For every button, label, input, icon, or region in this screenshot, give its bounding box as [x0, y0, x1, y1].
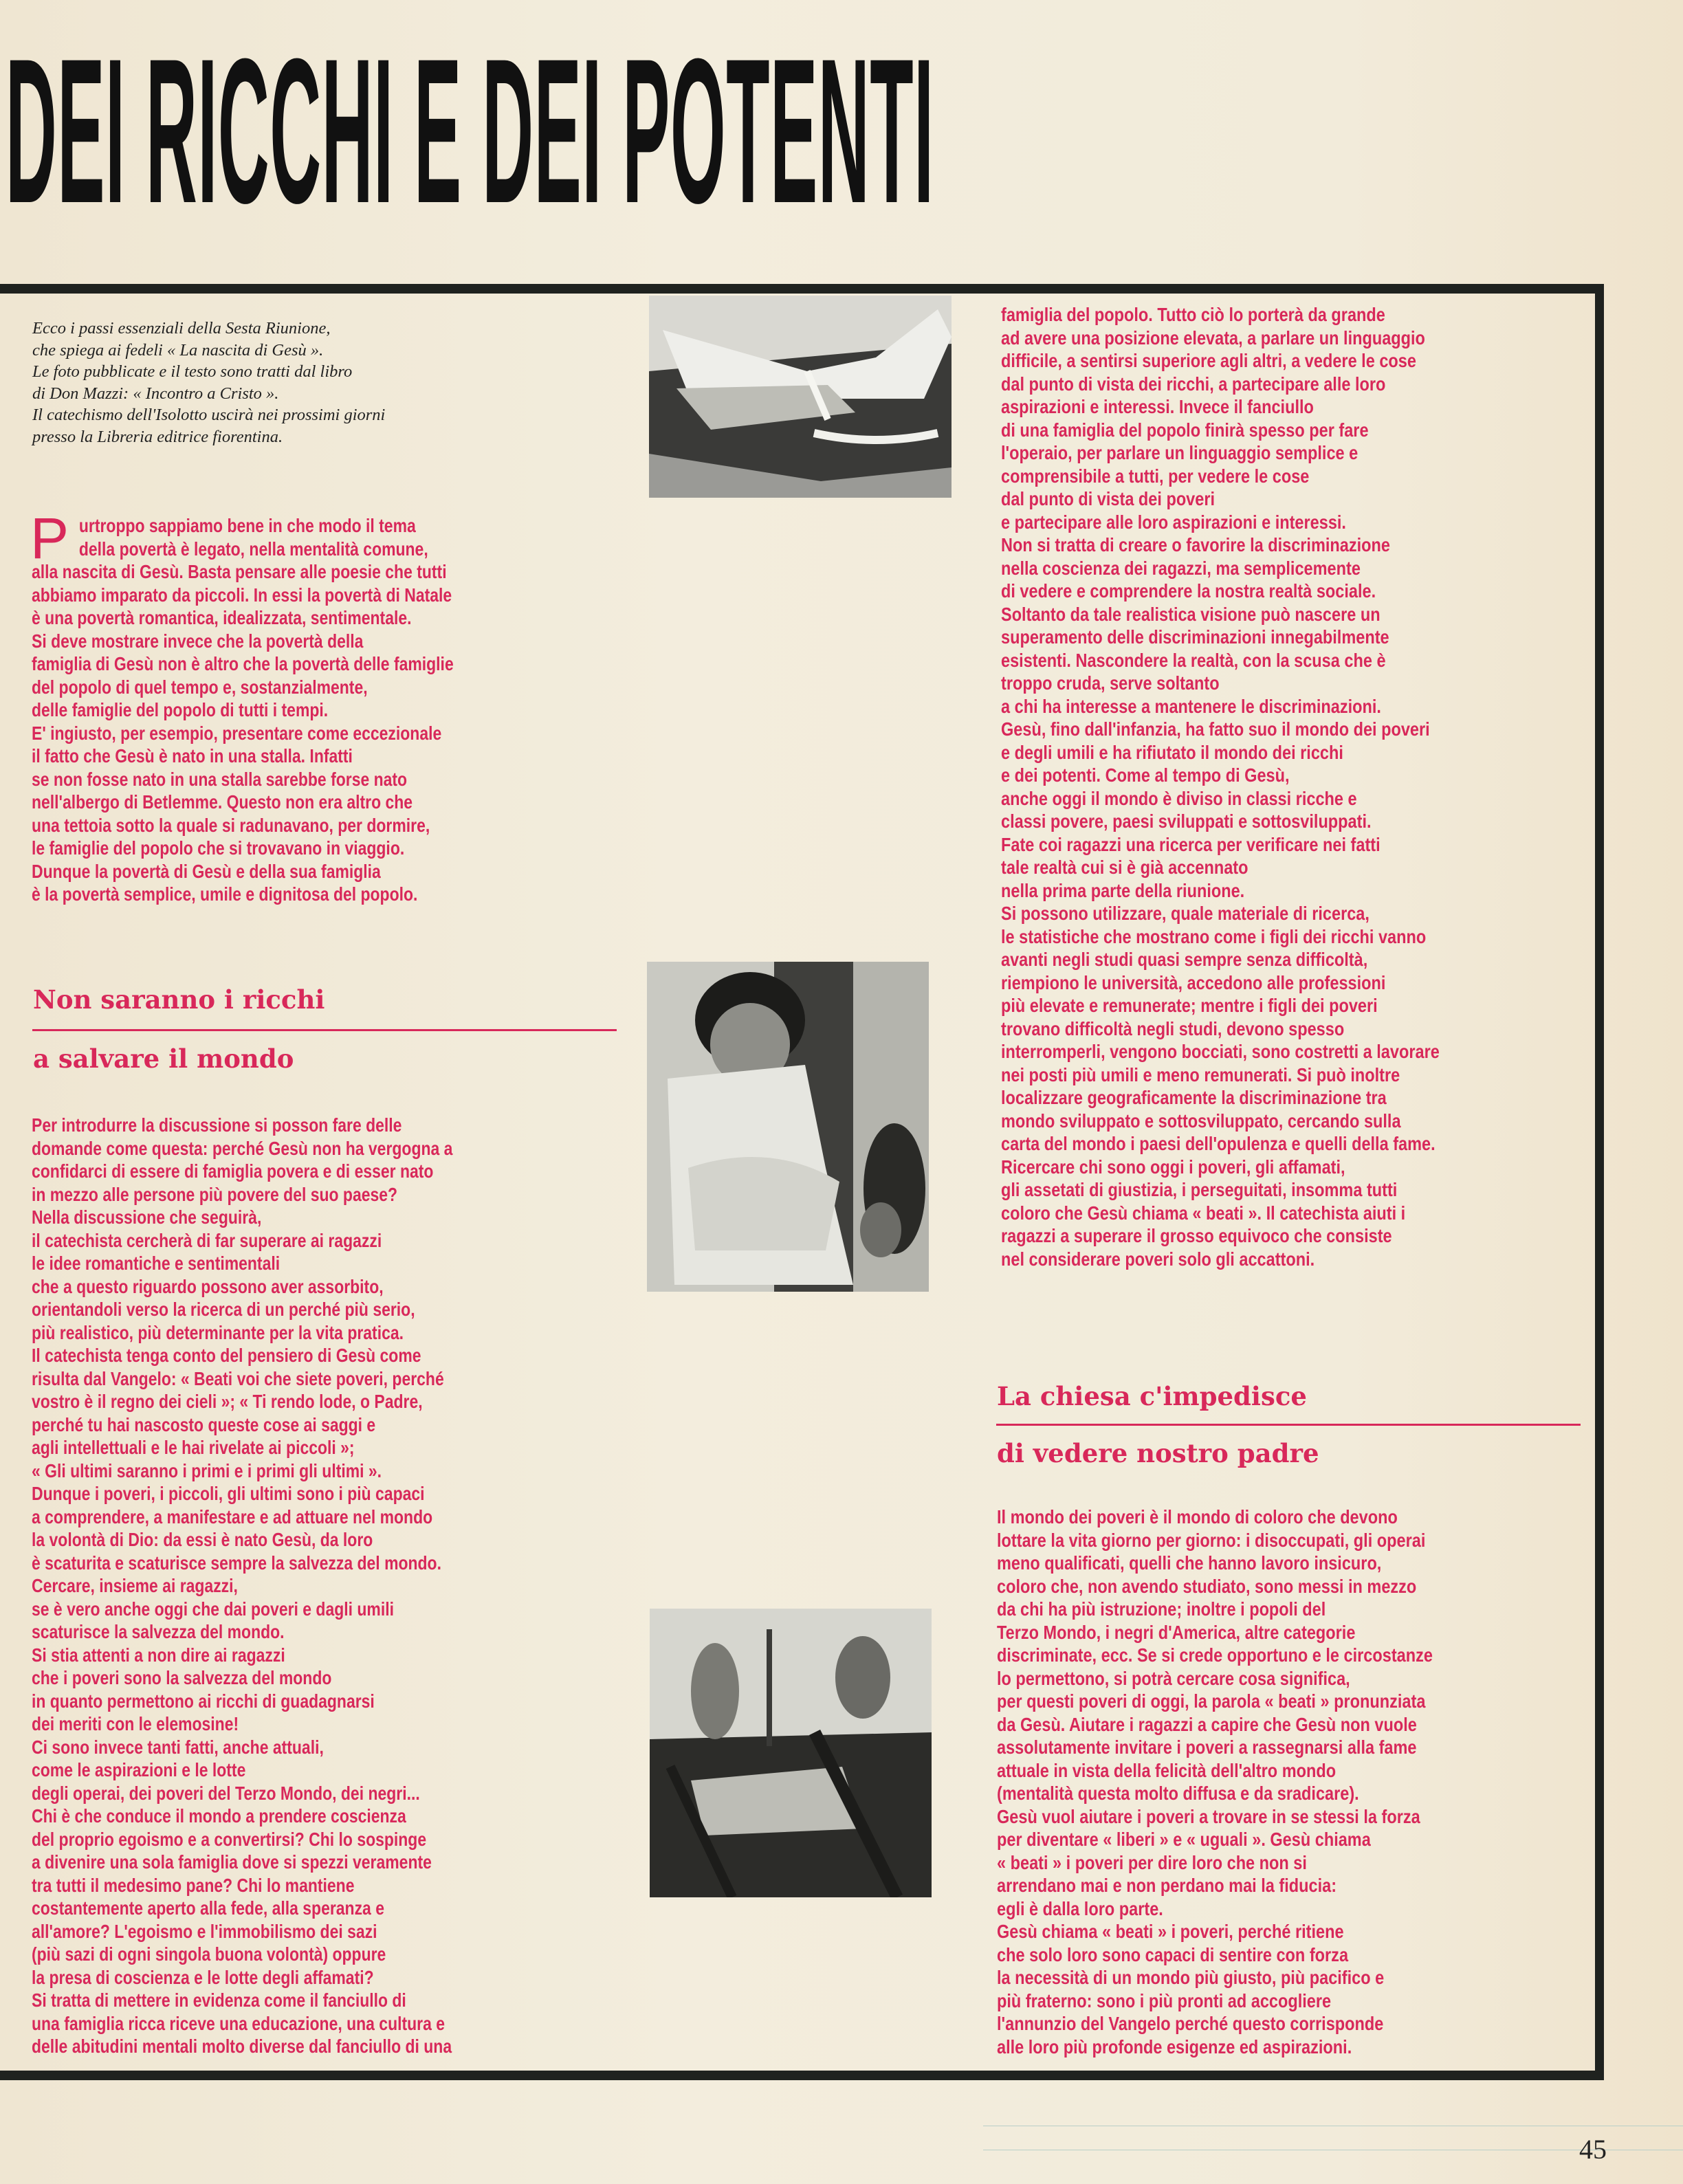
- section3-title-rule: [996, 1424, 1581, 1426]
- text-line: dal punto di vista dei ricchi, a partecipare alle loro: [1001, 373, 1386, 395]
- text-line: da chi ha più istruzione; inoltre i popoli del: [997, 1598, 1326, 1620]
- frame-top-rule: [0, 284, 1604, 294]
- text-line: all'amore? L'egoismo e l'immobilismo dei sazi: [32, 1920, 377, 1942]
- text-line: Cercare, insieme ai ragazzi,: [32, 1575, 238, 1596]
- intro-note: [32, 318, 617, 448]
- text-line: Dunque la povertà di Gesù e della sua famiglia: [32, 860, 381, 882]
- text-line: Il catechismo dell'Isolotto uscirà nei prossimi giorni: [32, 406, 386, 424]
- section3-title-line1: La chiesa c'impedisce: [997, 1381, 1307, 1411]
- text-line: Fate coi ragazzi una ricerca per verificare nei fatti: [1001, 833, 1380, 855]
- text-line: (mentalità questa molto diffusa e da sradicare).: [997, 1783, 1359, 1804]
- text-line: domande come questa: perché Gesù non ha vergogna a: [32, 1137, 453, 1159]
- text-line: nel considerare poveri solo gli accattoni.: [1001, 1248, 1315, 1270]
- text-line: famiglia del popolo. Tutto ciò lo porterà da grande: [1001, 304, 1385, 325]
- text-line: è una povertà romantica, idealizzata, sentimentale.: [32, 607, 412, 628]
- text-line: le idee romantiche e sentimentali: [32, 1253, 280, 1274]
- text-line: Dunque i poveri, i piccoli, gli ultimi sono i più capaci: [32, 1483, 425, 1504]
- text-line: della povertà è legato, nella mentalità comune,: [78, 538, 428, 560]
- text-line: la presa di coscienza e le lotte degli affamati?: [32, 1966, 374, 1988]
- text-line: in quanto permettono ai ricchi di guadagnarsi: [32, 1690, 375, 1712]
- text-line: tale realtà cui si è già accennato: [1001, 857, 1248, 878]
- text-line: più fraterno: sono i più pronti ad accogliere: [997, 1989, 1332, 2011]
- text-line: nella coscienza dei ragazzi, ma semplicemente: [1001, 557, 1361, 579]
- text-line: delle famiglie del popolo di tutti i tempi.: [32, 699, 329, 720]
- section2-title-line1: Non saranno i ricchi: [33, 984, 325, 1015]
- text-line: Chi è che conduce il mondo a prendere coscienza: [32, 1805, 406, 1827]
- hands-photo: [649, 296, 952, 498]
- text-line: Ricercare chi sono oggi i poveri, gli affamati,: [1001, 1156, 1345, 1178]
- text-line: nella prima parte della riunione.: [1001, 879, 1245, 901]
- text-line: mondo sviluppato e sottosviluppato, cercando sulla: [1001, 1110, 1401, 1132]
- text-line: meno qualificati, quelli che hanno lavoro insicuro,: [997, 1552, 1382, 1574]
- section3-text: [997, 1505, 1516, 2058]
- text-line: una famiglia ricca riceve una educazione, una cultura e: [32, 2012, 445, 2034]
- text-line: aspirazioni e interessi. Invece il fanciullo: [1001, 396, 1314, 417]
- text-line: E' ingiusto, per esempio, presentare come eccezionale: [32, 722, 442, 744]
- text-line: di vedere e comprendere la nostra realtà sociale.: [1001, 580, 1376, 602]
- text-line: di Don Mazzi: « Incontro a Cristo ».: [32, 384, 279, 403]
- frame-right-rule: [1595, 284, 1604, 2080]
- text-line: « Gli ultimi saranno i primi e i primi gli ultimi ».: [32, 1459, 382, 1481]
- text-line: se non fosse nato in una stalla sarebbe forse nato: [32, 768, 408, 790]
- text-line: Si stia attenti a non dire ai ragazzi: [32, 1644, 285, 1666]
- text-line: avanti negli studi quasi sempre senza difficoltà,: [1001, 949, 1368, 970]
- text-line: delle abitudini mentali molto diverse dal fanciullo di una: [32, 2036, 452, 2057]
- text-line: Gesù chiama « beati » i poveri, perché ritiene: [997, 1921, 1344, 1942]
- first-section-text: [30, 506, 546, 906]
- text-line: Il mondo dei poveri è il mondo di coloro che devono: [997, 1506, 1398, 1527]
- text-line: ad avere una posizione elevata, a parlare un linguaggio: [1001, 327, 1425, 349]
- text-line: lottare la vita giorno per giorno: i disoccupati, gli operai: [997, 1529, 1426, 1551]
- text-line: Si tratta di mettere in evidenza come il fanciullo di: [32, 1989, 406, 2011]
- page-number: 45: [1579, 2134, 1607, 2165]
- text-line: Ci sono invece tanti fatti, anche attuali,: [32, 1736, 324, 1758]
- text-line: coloro che, non avendo studiato, sono messi in mezzo: [997, 1575, 1417, 1597]
- text-line: il fatto che Gesù è nato in una stalla. Infatti: [32, 745, 353, 766]
- text-line: la volontà di Dio: da essi è nato Gesù, da loro: [32, 1529, 373, 1550]
- text-line: Soltanto da tale realistica visione può nascere un: [1001, 603, 1380, 625]
- text-line: Si deve mostrare invece che la povertà della: [32, 630, 364, 652]
- text-line: urtroppo sappiamo bene in che modo il tema: [78, 515, 416, 536]
- mother-child-photo: [647, 962, 929, 1292]
- text-line: che solo loro sono capaci di sentire con forza: [997, 1943, 1349, 1965]
- text-line: Gesù vuol aiutare i poveri a trovare in se stessi la forza: [997, 1805, 1420, 1827]
- text-line: comprensibile a tutti, per vedere le cose: [1001, 465, 1310, 487]
- text-line: vostro è il regno dei cieli »; « Ti rendo lode, o Padre,: [32, 1391, 423, 1412]
- text-line: più elevate e remunerate; mentre i figli dei poveri: [1001, 995, 1378, 1016]
- drop-cap: P: [30, 506, 69, 571]
- text-line: presso la Libreria editrice fiorentina.: [32, 427, 283, 446]
- text-line: dei meriti con le elemosine!: [32, 1713, 239, 1734]
- text-line: gli assetati di giustizia, i perseguitati, insomma tutti: [1001, 1179, 1398, 1200]
- headline-text: DEI RICCHI E DEI POTENTI: [6, 15, 934, 246]
- text-line: superamento delle discriminazioni innegabilmente: [1001, 626, 1389, 648]
- text-line: una tettoia sotto la quale si radunavano, per dormire,: [32, 814, 430, 836]
- text-line: che i poveri sono la salvezza del mondo: [32, 1667, 332, 1688]
- text-line: perché tu hai nascosto queste cose ai saggi e: [32, 1413, 376, 1435]
- text-line: attuale in vista della felicità dell'altro mondo: [997, 1759, 1336, 1781]
- text-line: da Gesù. Aiutare i ragazzi a capire che Gesù non vuole: [997, 1713, 1417, 1735]
- text-line: troppo cruda, serve soltanto: [1001, 672, 1220, 694]
- text-line: e degli umili e ha rifiutato il mondo dei ricchi: [1001, 741, 1343, 763]
- text-line: dal punto di vista dei poveri: [1001, 488, 1216, 509]
- text-line: Ecco i passi essenziali della Sesta Riunione,: [32, 319, 331, 338]
- text-line: in mezzo alle persone più povere del suo paese?: [32, 1183, 398, 1205]
- text-line: è la povertà semplice, umile e dignitosa del popolo.: [32, 883, 418, 905]
- text-line: a chi ha interesse a mantenere le discriminazioni.: [1001, 695, 1381, 717]
- text-line: localizzare geograficamente la discriminazione tra: [1001, 1087, 1387, 1108]
- text-line: e dei potenti. Come al tempo di Gesù,: [1001, 764, 1290, 786]
- text-line: per diventare « liberi » e « uguali ». Gesù chiama: [997, 1829, 1371, 1850]
- text-line: risulta dal Vangelo: « Beati voi che siete poveri, perché: [32, 1367, 444, 1389]
- text-line: Terzo Mondo, i negri d'America, altre categorie: [997, 1621, 1356, 1643]
- text-line: che a questo riguardo possono aver assorbito,: [32, 1275, 384, 1297]
- text-line: interromperli, vengono bocciati, sono costretti a lavorare: [1001, 1041, 1440, 1062]
- text-line: le statistiche che mostrano come i figli dei ricchi vanno: [1001, 925, 1427, 947]
- text-line: alla nascita di Gesù. Basta pensare alle poesie che tutti: [32, 561, 447, 582]
- section3-title-line2: di vedere nostro padre: [997, 1438, 1319, 1468]
- text-line: è scaturita e scaturisce sempre la salvezza del mondo.: [32, 1552, 441, 1574]
- text-line: scaturisce la salvezza del mondo.: [32, 1621, 285, 1642]
- text-line: del popolo di quel tempo e, sostanzialmente,: [32, 676, 368, 698]
- text-line: arrendano mai e non perdano mai la fiducia:: [997, 1875, 1337, 1896]
- text-line: coloro che Gesù chiama « beati ». Il catechista aiuti i: [1001, 1202, 1406, 1224]
- text-line: anche oggi il mondo è diviso in classi ricche e: [1001, 787, 1357, 809]
- text-line: del proprio egoismo e a convertirsi? Chi lo sospinge: [32, 1828, 427, 1850]
- text-line: (più sazi di ogni singola buona volontà) oppure: [32, 1943, 386, 1965]
- text-line: come le aspirazioni e le lotte: [32, 1759, 246, 1780]
- text-line: che spiega ai fedeli « La nascita di Gesù ».: [32, 340, 324, 360]
- text-line: Le foto pubblicate e il testo sono tratti dal libro: [32, 362, 353, 381]
- text-line: tra tutti il medesimo pane? Chi lo mantiene: [32, 1874, 355, 1896]
- text-line: Si possono utilizzare, quale materiale di ricerca,: [1001, 903, 1370, 924]
- section2-text: [32, 1114, 545, 2058]
- text-line: esistenti. Nascondere la realtà, con la scusa che è: [1001, 649, 1386, 671]
- text-line: orientandoli verso la ricerca di un perché più serio,: [32, 1299, 415, 1320]
- text-line: se è vero anche oggi che dai poveri e dagli umili: [32, 1598, 394, 1620]
- text-line: egli è dalla loro parte.: [997, 1897, 1163, 1919]
- text-line: alle loro più profonde esigenze ed aspirazioni.: [997, 2036, 1352, 2058]
- right-column-text: [1001, 303, 1523, 1270]
- text-line: Nella discussione che seguirà,: [32, 1206, 262, 1228]
- text-line: costantemente aperto alla fede, alla speranza e: [32, 1897, 384, 1919]
- text-line: famiglia di Gesù non è altro che la povertà delle famiglie: [32, 653, 454, 674]
- text-line: nei posti più umili e meno remunerati. Si può inoltre: [1001, 1063, 1400, 1085]
- text-line: Il catechista tenga conto del pensiero di Gesù come: [32, 1345, 421, 1366]
- section2-title-rule: [32, 1029, 617, 1031]
- text-line: lo permettono, si potrà cercare cosa significa,: [997, 1667, 1350, 1689]
- text-line: per questi poveri di oggi, la parola « beati » pronunziata: [997, 1690, 1426, 1712]
- text-line: agli intellettuali e le hai rivelate ai piccoli »;: [32, 1437, 355, 1458]
- text-line: discriminate, ecc. Se si crede opportuno e le circostanze: [997, 1644, 1433, 1666]
- text-line: degli operai, dei poveri del Terzo Mondo, dei negri...: [32, 1782, 420, 1804]
- frame-bottom-rule: [0, 2071, 1604, 2080]
- text-line: a comprendere, a manifestare e ad attuare nel mondo: [32, 1505, 433, 1527]
- text-line: a divenire una sola famiglia dove si spezzi veramente: [32, 1851, 432, 1873]
- headline: [6, 15, 1607, 246]
- text-line: più realistico, più determinante per la vita pratica.: [32, 1321, 404, 1343]
- text-line: Gesù, fino dall'infanzia, ha fatto suo il mondo dei poveri: [1001, 718, 1430, 740]
- text-line: abbiamo imparato da piccoli. In essi la povertà di Natale: [32, 584, 452, 606]
- text-line: carta del mondo i paesi dell'opulenza e quelli della fame.: [1001, 1133, 1436, 1154]
- section2-title-line2: a salvare il mondo: [33, 1044, 294, 1074]
- text-line: le famiglie del popolo che si trovavano in viaggio.: [32, 837, 405, 859]
- text-line: riempiono le università, accedono alle professioni: [1001, 971, 1386, 993]
- text-line: classi povere, paesi sviluppati e sottosviluppati.: [1001, 810, 1372, 832]
- text-line: ragazzi a superare il grosso equivoco che consiste: [1001, 1225, 1392, 1246]
- text-line: confidarci di essere di famiglia povera e di esser nato: [32, 1160, 434, 1182]
- text-line: l'operaio, per parlare un linguaggio semplice e: [1001, 442, 1358, 463]
- text-line: Non si tratta di creare o favorire la discriminazione: [1001, 534, 1390, 555]
- text-line: la necessità di un mondo più giusto, più pacifico e: [997, 1967, 1385, 1988]
- boatmen-photo: [650, 1609, 932, 1897]
- text-line: di una famiglia del popolo finirà spesso per fare: [1001, 419, 1369, 441]
- text-line: « beati » i poveri per dire loro che non si: [997, 1851, 1307, 1873]
- text-line: e partecipare alle loro aspirazioni e interessi.: [1001, 511, 1346, 533]
- text-line: nell'albergo di Betlemme. Questo non era altro che: [32, 791, 413, 813]
- text-line: il catechista cercherà di far superare ai ragazzi: [32, 1229, 382, 1251]
- text-line: trovano difficoltà negli studi, devono spesso: [1001, 1017, 1345, 1039]
- text-line: l'annunzio del Vangelo perché questo corrisponde: [997, 2013, 1384, 2034]
- text-line: assolutamente invitare i poveri a rassegnarsi alla fame: [997, 1736, 1417, 1758]
- text-line: Per introdurre la discussione si posson fare delle: [32, 1114, 402, 1136]
- text-line: difficile, a sentirsi superiore agli altri, a vedere le cose: [1001, 350, 1416, 371]
